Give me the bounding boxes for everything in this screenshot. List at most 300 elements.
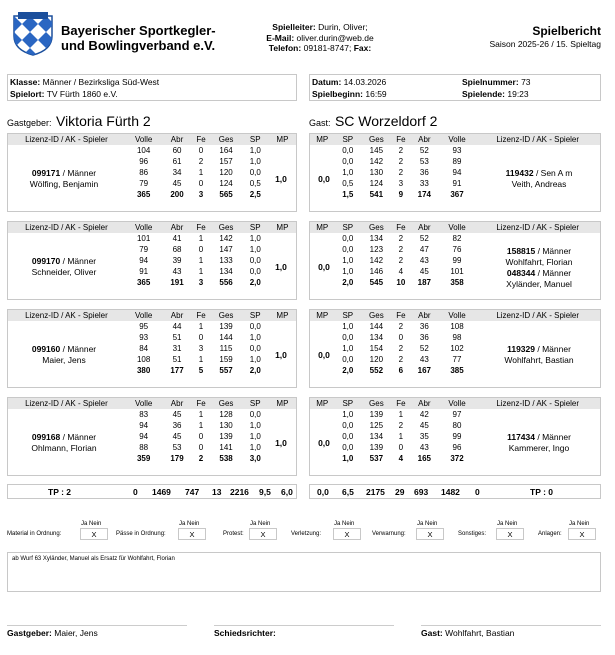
guest-duel-block (309, 221, 601, 300)
table-cell: 94 (452, 168, 462, 177)
table-cell: 0 (198, 443, 204, 452)
table-cell: 139 (369, 443, 384, 452)
table-cell (310, 145, 335, 156)
beginn-label: Spielbeginn: (312, 89, 363, 99)
datum-label: Datum: (312, 77, 342, 87)
klasse-label: Klasse: (10, 77, 41, 87)
table-cell: 120 (369, 355, 384, 364)
guest-mp-value: 0,0 (318, 174, 330, 184)
column-header: Ges (210, 310, 241, 321)
table-cell (475, 365, 600, 376)
player-license-id: 158815 (506, 246, 536, 256)
table-cell (269, 409, 296, 420)
table-cell: 94 (139, 421, 149, 430)
table-cell: 0,0 (249, 344, 261, 353)
season-matchday: Saison 2025-26 / 15. Spieltag (489, 39, 601, 49)
home-total-x: 0 (133, 487, 138, 497)
table-cell: 45 (172, 432, 182, 441)
table-cell: 146 (369, 267, 384, 276)
table-cell: 541 (369, 190, 384, 199)
table-header-row (310, 310, 600, 321)
beginn-value: 16:59 (365, 89, 387, 99)
table-cell: 545 (369, 278, 384, 287)
column-header: Ges (210, 398, 241, 409)
check-label: Verletzung: (291, 531, 322, 537)
table-cell: 1,0 (342, 322, 354, 331)
table-cell: 1,0 (342, 344, 354, 353)
table-cell (475, 409, 600, 420)
check-box[interactable]: X (496, 528, 524, 540)
column-header: Ges (210, 134, 241, 145)
table-cell (310, 321, 335, 332)
table-cell: 83 (139, 410, 149, 419)
table-cell: 42 (419, 410, 429, 419)
guest-score-table (310, 134, 600, 200)
table-cell: 98 (452, 333, 462, 342)
column-header: SP (335, 222, 362, 233)
spielort-value: TV Fürth 1860 e.V. (46, 89, 118, 99)
column-header: Lizenz-ID / AK - Spieler (475, 398, 600, 409)
table-cell: 179 (170, 454, 184, 463)
column-header: Abr (410, 134, 439, 145)
column-header: SP (335, 310, 362, 321)
table-cell: 385 (450, 366, 464, 375)
association-logo (10, 10, 56, 56)
column-header: SP (335, 398, 362, 409)
table-cell (475, 156, 600, 167)
table-cell: 2,0 (342, 278, 354, 287)
guest-total-fe: 29 (395, 487, 405, 497)
leader-email: oliver.durin@web.de (296, 32, 374, 43)
table-cell: 154 (369, 344, 384, 353)
remarks-field[interactable]: ab Wurf 63 Xyländer, Manuel als Ersatz für Wohlfahrt, Florian (7, 552, 601, 592)
player-age-class: / Männer (535, 246, 572, 256)
table-cell: 4 (398, 267, 404, 276)
table-cell: 187 (417, 278, 432, 287)
table-cell: 1,0 (249, 234, 261, 243)
table-header-row (8, 398, 296, 409)
table-cell: 1,0 (342, 410, 354, 419)
leader-phone: 09181-8747; (303, 43, 352, 53)
table-cell: 43 (419, 256, 429, 265)
table-cell (269, 332, 296, 343)
table-cell: 104 (136, 146, 151, 155)
table-cell: 538 (219, 454, 233, 463)
table-cell: 91 (139, 267, 149, 276)
table-cell (269, 420, 296, 431)
nummer-value: 73 (521, 77, 531, 87)
table-cell (269, 321, 296, 332)
table-cell (310, 233, 335, 244)
player-name: Wohlfahrt, Florian (505, 257, 573, 267)
table-cell: 95 (139, 322, 149, 331)
table-cell: 36 (419, 333, 429, 342)
column-header: Abr (162, 398, 191, 409)
table-cell: 44 (172, 322, 182, 331)
table-cell: 1 (198, 410, 204, 419)
home-total-abr: 747 (185, 487, 200, 497)
table-cell: 45 (172, 179, 182, 188)
table-cell (310, 453, 335, 464)
check-box[interactable]: X (416, 528, 444, 540)
table-cell (8, 145, 125, 156)
table-cell: 52 (419, 234, 429, 243)
column-header: MP (310, 222, 335, 233)
table-cell: 43 (172, 267, 182, 276)
guest-player (478, 246, 600, 290)
table-cell: 2 (398, 256, 404, 265)
home-player (8, 344, 120, 366)
table-cell: 1 (198, 168, 204, 177)
table-cell: 0,0 (249, 267, 261, 276)
player-age-class: / Männer (535, 432, 571, 442)
table-cell: 0 (198, 146, 204, 155)
table-cell: 372 (450, 454, 464, 463)
table-cell: 79 (139, 179, 149, 188)
table-cell: 200 (170, 190, 184, 199)
table-cell: 108 (136, 355, 151, 364)
column-header: MP (310, 310, 335, 321)
home-team-label: Gastgeber: (7, 118, 52, 128)
table-row (310, 409, 600, 420)
table-cell: 61 (172, 157, 182, 166)
table-cell (310, 156, 335, 167)
table-cell: 0,0 (249, 410, 261, 419)
table-cell: 537 (369, 454, 384, 463)
home-mp-value: 1,0 (275, 262, 287, 272)
sum-row (8, 277, 296, 288)
table-cell: 31 (172, 344, 182, 353)
guest-total-volle: 1482 (441, 487, 460, 497)
table-header-row (310, 134, 600, 145)
leader-label: Spielleiter: (272, 22, 316, 32)
table-cell: 365 (136, 278, 151, 287)
player-license-id: 099171 (31, 168, 61, 178)
table-cell: 101 (136, 234, 151, 243)
player-age-class: / Männer (535, 268, 572, 278)
table-cell: 565 (219, 190, 233, 199)
player-name: Schneider, Oliver (31, 267, 97, 277)
check-label: Protest: (223, 531, 244, 537)
check-ja-nein-header: Ja Nein (417, 521, 438, 527)
table-cell: 124 (369, 179, 384, 188)
phone-label: Telefon: (268, 43, 302, 53)
player-age-class: / Männer (535, 344, 571, 354)
table-cell: 93 (452, 146, 462, 155)
column-header: MP (310, 398, 335, 409)
table-cell: 3 (198, 344, 204, 353)
table-cell: 82 (452, 234, 462, 243)
table-cell: 134 (219, 267, 233, 276)
table-cell: 1 (198, 256, 204, 265)
table-cell (8, 321, 125, 332)
table-cell: 97 (452, 410, 462, 419)
home-total-volle: 1469 (152, 487, 171, 497)
table-cell: 167 (417, 366, 432, 375)
column-header: MP (269, 222, 296, 233)
table-cell: 108 (450, 322, 464, 331)
sum-row (310, 365, 600, 376)
player-name: Wölfing, Benjamin (29, 179, 99, 189)
table-row (8, 332, 296, 343)
check-label: Material in Ordnung: (7, 531, 62, 537)
table-cell: 139 (219, 432, 233, 441)
guest-mp-value: 0,0 (318, 438, 330, 448)
home-duel-block (7, 221, 297, 300)
table-cell: 134 (369, 333, 384, 342)
table-cell: 1,5 (342, 190, 354, 199)
table-cell: 1 (198, 234, 204, 243)
check-label: Pässe in Ordnung: (116, 531, 166, 537)
table-cell: 96 (452, 443, 462, 452)
player-age-class: / Männer (60, 344, 97, 354)
column-header: Ges (361, 222, 392, 233)
guest-mp-value: 0,0 (318, 350, 330, 360)
table-cell: 102 (450, 344, 464, 353)
table-cell (310, 420, 335, 431)
table-cell: 47 (419, 245, 429, 254)
table-cell: 2,0 (249, 278, 261, 287)
table-cell: 144 (219, 333, 233, 342)
table-cell: 4 (398, 454, 404, 463)
table-row (310, 332, 600, 343)
table-header-row (8, 134, 296, 145)
table-cell: 0,0 (342, 157, 354, 166)
column-header: Volle (439, 310, 476, 321)
table-cell: 94 (139, 256, 149, 265)
table-cell: 86 (139, 168, 149, 177)
table-cell: 88 (139, 443, 149, 452)
table-row (310, 321, 600, 332)
guest-team (309, 113, 437, 131)
table-cell: 2 (398, 146, 404, 155)
table-cell: 52 (419, 344, 429, 353)
table-cell (8, 453, 125, 464)
table-cell: 123 (369, 245, 384, 254)
table-cell (269, 277, 296, 288)
table-cell: 0,0 (342, 333, 354, 342)
table-cell (310, 277, 335, 288)
table-cell (475, 145, 600, 156)
table-cell: 6 (398, 366, 404, 375)
table-cell: 0 (198, 432, 204, 441)
table-cell: 0,5 (342, 179, 354, 188)
table-header-row (310, 398, 600, 409)
table-cell: 0 (198, 333, 204, 342)
column-header: Fe (192, 134, 211, 145)
table-cell: 3 (198, 190, 204, 199)
table-cell: 101 (450, 267, 464, 276)
signature-home-label: Gastgeber: (7, 628, 52, 638)
table-cell: 1,0 (342, 168, 354, 177)
table-cell (269, 365, 296, 376)
check-ja-nein-header: Ja Nein (497, 521, 518, 527)
table-cell (475, 321, 600, 332)
sum-row (310, 453, 600, 464)
column-header: SP (335, 134, 362, 145)
column-header: Abr (162, 222, 191, 233)
table-cell: 134 (369, 432, 384, 441)
table-cell: 1,0 (342, 454, 354, 463)
table-cell: 2 (398, 157, 404, 166)
home-score-table (8, 222, 296, 288)
table-cell: 2 (398, 355, 404, 364)
player-age-class: / Männer (60, 256, 97, 266)
table-cell: 1 (198, 322, 204, 331)
nummer-label: Spielnummer: (462, 77, 519, 87)
table-cell: 0,0 (249, 322, 261, 331)
home-total-mp: 6,0 (281, 487, 293, 497)
guest-team-label: Gast: (309, 118, 331, 128)
table-cell: 139 (369, 410, 384, 419)
column-header: Abr (410, 222, 439, 233)
guest-totals (309, 484, 601, 499)
table-cell: 80 (452, 421, 462, 430)
home-player (8, 256, 120, 278)
table-cell: 77 (452, 355, 462, 364)
table-cell: 60 (172, 146, 182, 155)
signature-home (7, 625, 187, 638)
ende-label: Spielende: (462, 89, 505, 99)
table-cell: 0 (398, 443, 404, 452)
column-header: Ges (210, 222, 241, 233)
table-cell: 2 (398, 168, 404, 177)
table-cell: 130 (369, 168, 384, 177)
table-cell: 0,0 (249, 256, 261, 265)
check-box[interactable]: X (80, 528, 108, 540)
table-row (8, 145, 296, 156)
table-cell: 0,0 (249, 168, 261, 177)
table-cell: 99 (452, 256, 462, 265)
table-cell: 2,5 (249, 190, 261, 199)
table-cell: 133 (219, 256, 233, 265)
column-header: SP (242, 398, 269, 409)
table-cell: 0 (398, 333, 404, 342)
column-header: MP (269, 398, 296, 409)
table-cell: 1 (198, 421, 204, 430)
check-box[interactable]: X (568, 528, 596, 540)
column-header: MP (269, 310, 296, 321)
table-cell: 1,0 (342, 267, 354, 276)
player-name: Maier, Jens (42, 355, 86, 365)
check-label: Sonstiges: (458, 531, 487, 537)
table-cell (269, 453, 296, 464)
column-header: Fe (392, 222, 410, 233)
guest-mp-value: 0,0 (318, 262, 330, 272)
table-cell: 2 (398, 344, 404, 353)
table-cell (8, 233, 125, 244)
table-cell: 99 (452, 432, 462, 441)
signature-referee (214, 625, 394, 638)
table-cell (269, 244, 296, 255)
table-cell: 191 (170, 278, 184, 287)
check-box[interactable]: X (249, 528, 277, 540)
home-score-table (8, 310, 296, 376)
table-cell: 3 (398, 179, 404, 188)
column-header: Lizenz-ID / AK - Spieler (475, 222, 600, 233)
table-cell: 165 (417, 454, 432, 463)
table-row (8, 420, 296, 431)
table-cell: 1,0 (249, 355, 261, 364)
check-box[interactable]: X (178, 528, 206, 540)
table-cell: 53 (419, 157, 429, 166)
table-cell: 91 (452, 179, 462, 188)
home-tp: TP : 2 (48, 487, 71, 497)
check-box[interactable]: X (333, 528, 361, 540)
table-cell: 51 (172, 355, 182, 364)
home-mp-value: 1,0 (275, 350, 287, 360)
home-mp-value: 1,0 (275, 438, 287, 448)
table-cell (269, 189, 296, 200)
table-cell: 79 (139, 245, 149, 254)
table-cell: 43 (419, 355, 429, 364)
table-cell: 130 (219, 421, 233, 430)
table-cell: 145 (369, 146, 384, 155)
table-cell: 5 (198, 366, 204, 375)
guest-score-table (310, 398, 600, 464)
check-label: Anlagen: (538, 531, 562, 537)
report-title: Spielbericht (532, 24, 601, 38)
home-duel-block (7, 309, 297, 388)
home-team-name: Viktoria Fürth 2 (55, 113, 151, 129)
player-license-id: 099160 (31, 344, 61, 354)
column-header: Volle (125, 222, 163, 233)
spielort-label: Spielort: (10, 89, 45, 99)
table-cell: 76 (452, 245, 462, 254)
table-cell (8, 420, 125, 431)
table-cell: 142 (369, 256, 384, 265)
column-header: Fe (392, 398, 410, 409)
table-cell: 1,0 (249, 432, 261, 441)
ende-value: 19:23 (507, 89, 529, 99)
column-header: SP (242, 134, 269, 145)
table-cell: 159 (219, 355, 233, 364)
column-header: Lizenz-ID / AK - Spieler (475, 134, 600, 145)
player-license-id: 099170 (31, 256, 61, 266)
table-cell: 120 (219, 168, 233, 177)
table-cell (310, 332, 335, 343)
home-player (8, 432, 120, 454)
table-row (310, 420, 600, 431)
table-row (8, 409, 296, 420)
table-cell (475, 189, 600, 200)
table-cell: 1,0 (249, 421, 261, 430)
table-cell: 0,0 (342, 443, 354, 452)
check-ja-nein-header: Ja Nein (569, 521, 590, 527)
table-cell: 365 (136, 190, 151, 199)
table-cell: 3,0 (249, 454, 261, 463)
table-cell (310, 365, 335, 376)
guest-score-table (310, 310, 600, 376)
klasse-value: Männer / Bezirksliga Süd-West (42, 77, 160, 87)
table-cell: 45 (172, 410, 182, 419)
table-cell: 1,0 (249, 146, 261, 155)
guest-total-sp: 6,5 (342, 487, 354, 497)
column-header: Abr (162, 310, 191, 321)
table-cell (8, 244, 125, 255)
table-cell: 0 (198, 179, 204, 188)
column-header: Fe (192, 310, 211, 321)
guest-tp: TP : 0 (530, 487, 553, 497)
table-cell: 1 (398, 432, 404, 441)
table-cell: 124 (219, 179, 233, 188)
table-header-row (8, 310, 296, 321)
column-header: Volle (125, 134, 163, 145)
column-header: Lizenz-ID / AK - Spieler (8, 310, 125, 321)
table-cell: 134 (369, 234, 384, 243)
table-cell (269, 156, 296, 167)
signature-home-name: Maier, Jens (54, 628, 98, 638)
